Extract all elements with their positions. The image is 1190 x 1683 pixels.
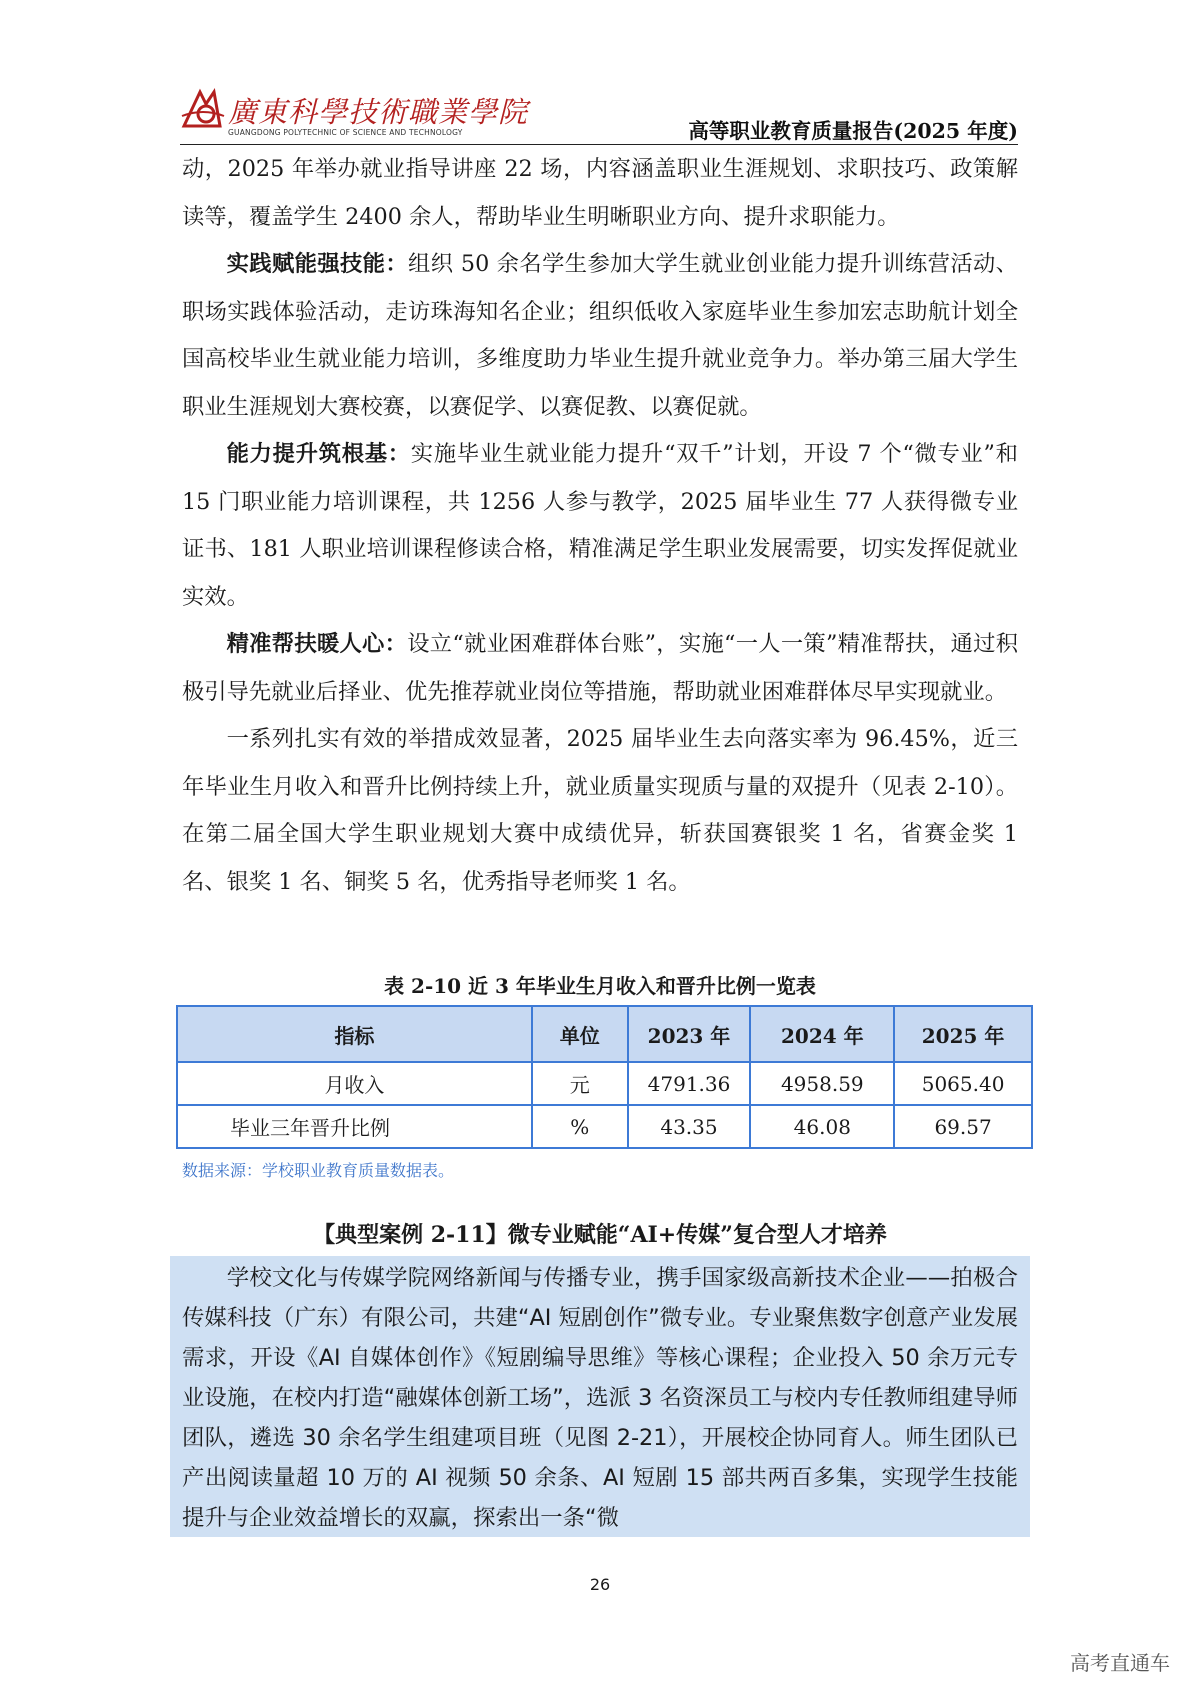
table-header-cell: 2023 年 bbox=[628, 1006, 751, 1062]
school-name-en: GUANGDONG POLYTECHNIC OF SCIENCE AND TECHNOLOGY bbox=[228, 128, 463, 137]
table-title: 表 2-10 近 3 年毕业生月收入和晋升比例一览表 bbox=[384, 974, 816, 998]
paragraph-4-text: 设立“就业困难群体台账”，实施“一人一策”精准帮扶，通过积极引导先就业后择业、优先推荐就业岗位等措施，帮助就业困难群体尽早实现就业。 bbox=[182, 631, 1018, 705]
table-cell: 元 bbox=[532, 1062, 628, 1105]
paragraph-3 bbox=[182, 431, 1018, 621]
table-source-note: 数据来源：学校职业教育质量数据表。 bbox=[182, 1161, 455, 1180]
school-emblem-icon bbox=[180, 86, 226, 132]
table-header-cell: 2025 年 bbox=[894, 1006, 1032, 1062]
table-header-row bbox=[177, 1006, 1032, 1062]
paragraph-4 bbox=[182, 621, 1018, 716]
table-cell: 5065.40 bbox=[894, 1062, 1032, 1105]
table-header-cell: 单位 bbox=[532, 1006, 628, 1062]
table-cell: 69.57 bbox=[894, 1105, 1032, 1148]
table-header-cell: 2024 年 bbox=[750, 1006, 894, 1062]
school-logo bbox=[180, 86, 529, 142]
school-name-cn: 廣東科學技術職業學院 bbox=[228, 95, 529, 129]
paragraph-3-lead: 能力提升筑根基： bbox=[226, 441, 411, 467]
paragraph-4-lead: 精准帮扶暖人心： bbox=[226, 631, 408, 657]
table-cell: % bbox=[532, 1105, 628, 1148]
case-title: 【典型案例 2-11】微专业赋能“AI+传媒”复合型人才培养 bbox=[313, 1222, 887, 1248]
watermark: 高考直通车 bbox=[1070, 1651, 1170, 1675]
table-cell: 43.35 bbox=[628, 1105, 751, 1148]
paragraph-2-text: 组织 50 余名学生参加大学生就业创业能力提升训练营活动、职场实践体验活动，走访珠海知名企业；组织低收入家庭毕业生参加宏志助航计划全国高校毕业生就业能力培训，多维度助力毕业生提升就业竞争力。举办第三届大学生职业生涯规划大赛校赛，以赛促学、以赛促教、以赛促就。 bbox=[182, 251, 1018, 420]
income-promotion-table bbox=[176, 1005, 1033, 1149]
case-text bbox=[182, 1258, 1018, 1538]
paragraph-2 bbox=[182, 241, 1018, 431]
table-cell: 月收入 bbox=[177, 1062, 532, 1105]
page-header bbox=[180, 78, 1018, 145]
table-cell: 4791.36 bbox=[628, 1062, 751, 1105]
paragraph-1: 动，2025 年举办就业指导讲座 22 场，内容涵盖职业生涯规划、求职技巧、政策解读等，覆盖学生 2400 余人，帮助毕业生明晰职业方向、提升求职能力。 bbox=[182, 156, 1018, 230]
table-row bbox=[177, 1062, 1032, 1105]
table-cell: 4958.59 bbox=[750, 1062, 894, 1105]
paragraph-3-text: 实施毕业生就业能力提升“双千”计划，开设 7 个“微专业”和 15 门职业能力培训课程，共 1256 人参与教学，2025 届毕业生 77 人获得微专业证书、181 人职业培训课程修读合格，精准满足学生职业发展需要，切实发挥促就业实效。 bbox=[182, 441, 1018, 610]
paragraph-5: 一系列扎实有效的举措成效显著，2025 届毕业生去向落实率为 96.45%，近三年毕业生月收入和晋升比例持续上升，就业质量实现质与量的双提升（见表 2-10）。在第二届全国大学生职业规划大赛中成绩优异，斩获国赛银奖 1 名，省赛金奖 1 名、银奖 1 名、铜奖 5 名，优秀指导老师奖 1 名。 bbox=[182, 726, 1019, 895]
body-text bbox=[182, 146, 1018, 906]
table-cell: 46.08 bbox=[750, 1105, 894, 1148]
case-paragraph: 学校文化与传媒学院网络新闻与传播专业，携手国家级高新技术企业——拍极合传媒科技（广东）有限公司，共建“AI 短剧创作”微专业。专业聚焦数字创意产业发展需求，开设《AI 自媒体创作》《短剧编导思维》等核心课程；企业投入 50 余万元专业设施，在校内打造“融媒体创新工场”，选派 3 名资深员工与校内专任教师组建导师团队，遴选 30 余名学生组建项目班（见图 2-21），开展校企协同育人。师生团队已产出阅读量超 10 万的 AI 视频 50 余条、AI 短剧 15 部共两百多集，实现学生技能提升与企业效益增长的双赢，探索出一条“微 bbox=[182, 1265, 1018, 1531]
table-cell: 毕业三年晋升比例 bbox=[177, 1105, 532, 1148]
table-row bbox=[177, 1105, 1032, 1148]
page-number: 26 bbox=[589, 1575, 611, 1594]
report-title: 高等职业教育质量报告(2025 年度) bbox=[688, 119, 1018, 143]
paragraph-2-lead: 实践赋能强技能： bbox=[226, 251, 409, 277]
table-header-cell: 指标 bbox=[177, 1006, 532, 1062]
